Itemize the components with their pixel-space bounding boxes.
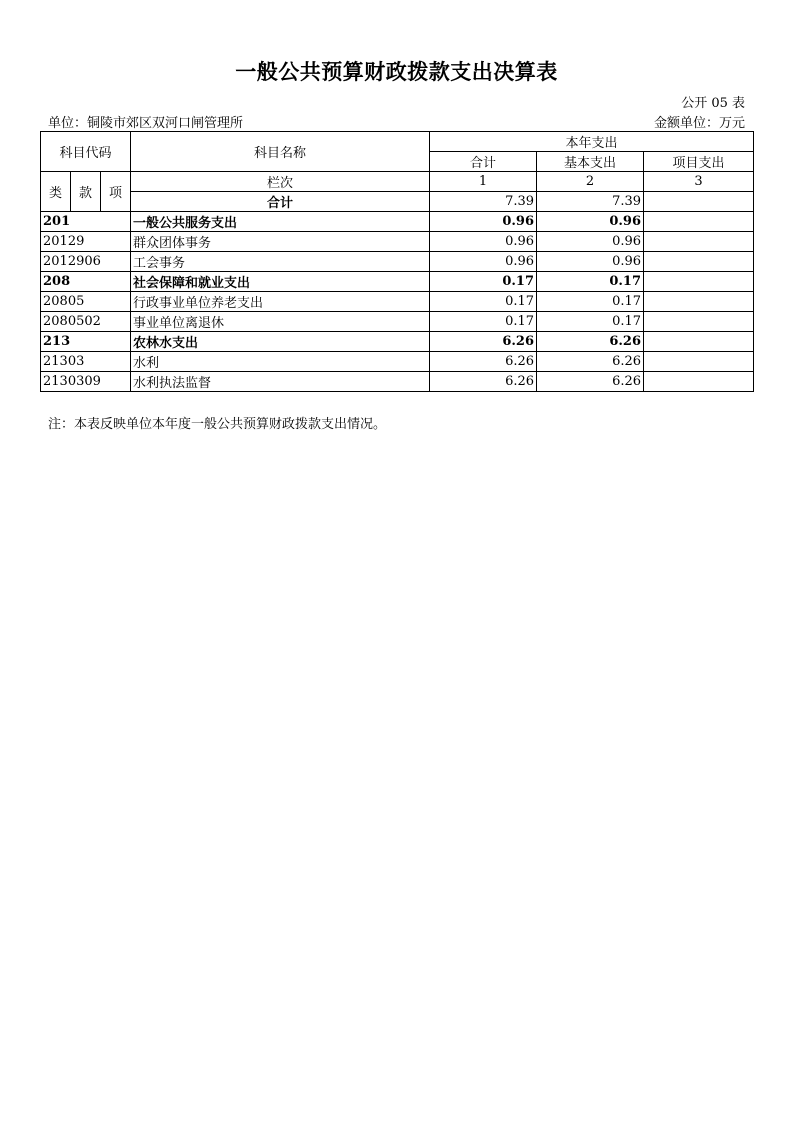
table-row — [41, 252, 754, 272]
table-row — [41, 352, 754, 372]
total-cell: 0.17 — [430, 312, 537, 332]
basic-cell: 0.96 — [537, 212, 644, 232]
subject-name-cell: 社会保障和就业支出 — [131, 272, 430, 292]
total-row — [41, 192, 754, 212]
subject-code-cell: 20129 — [41, 232, 131, 252]
subject-code-cell: 201 — [41, 212, 131, 232]
header-row-3 — [41, 172, 754, 192]
total-cell: 6.26 — [430, 372, 537, 392]
table-row — [41, 332, 754, 352]
basic-cell: 0.17 — [537, 272, 644, 292]
total-cell: 0.96 — [430, 232, 537, 252]
table-row — [41, 372, 754, 392]
header-col1: 1 — [430, 172, 537, 192]
subject-name-cell: 群众团体事务 — [131, 232, 430, 252]
project-cell — [644, 332, 754, 352]
total-cell: 0.96 — [430, 212, 537, 232]
subject-code-cell: 208 — [41, 272, 131, 292]
project-cell — [644, 272, 754, 292]
subject-code-cell: 213 — [41, 332, 131, 352]
header-total: 合计 — [430, 152, 537, 172]
basic-cell: 6.26 — [537, 352, 644, 372]
header-kuan: 款 — [71, 172, 101, 212]
project-cell — [644, 212, 754, 232]
unit-label: 单位：铜陵市郊区双河口闸管理所 — [48, 116, 244, 131]
project-cell — [644, 352, 754, 372]
expenditure-table — [40, 131, 754, 392]
basic-cell: 0.96 — [537, 232, 644, 252]
total-row-project — [644, 192, 754, 212]
header-column-no: 栏次 — [131, 172, 430, 192]
subject-name-cell: 水利 — [131, 352, 430, 372]
subject-name-cell: 行政事业单位养老支出 — [131, 292, 430, 312]
subject-code-cell: 2012906 — [41, 252, 131, 272]
table-row — [41, 212, 754, 232]
subject-name-cell: 水利执法监督 — [131, 372, 430, 392]
total-row-basic: 7.39 — [537, 192, 644, 212]
subject-name-cell: 工会事务 — [131, 252, 430, 272]
table-row — [41, 292, 754, 312]
subject-code-cell: 21303 — [41, 352, 131, 372]
project-cell — [644, 312, 754, 332]
project-cell — [644, 372, 754, 392]
basic-cell: 6.26 — [537, 372, 644, 392]
total-label: 合计 — [131, 192, 430, 212]
total-cell: 0.96 — [430, 252, 537, 272]
currency-label: 金额单位：万元 — [653, 116, 745, 131]
header-col2: 2 — [537, 172, 644, 192]
total-cell: 6.26 — [430, 332, 537, 352]
table-row — [41, 272, 754, 292]
subject-code-cell: 20805 — [41, 292, 131, 312]
header-xiang: 项 — [101, 172, 131, 212]
basic-cell: 0.17 — [537, 292, 644, 312]
header-project: 项目支出 — [644, 152, 754, 172]
header-subject-code: 科目代码 — [41, 132, 131, 172]
total-cell: 0.17 — [430, 272, 537, 292]
basic-cell: 6.26 — [537, 332, 644, 352]
basic-cell: 0.96 — [537, 252, 644, 272]
subject-name-cell: 农林水支出 — [131, 332, 430, 352]
subject-name-cell: 一般公共服务支出 — [131, 212, 430, 232]
project-cell — [644, 252, 754, 272]
project-cell — [644, 292, 754, 312]
page-title: 一般公共预算财政拨款支出决算表 — [235, 60, 558, 84]
project-cell — [644, 232, 754, 252]
header-basic: 基本支出 — [537, 152, 644, 172]
header-year-expense: 本年支出 — [430, 132, 754, 152]
header-lei: 类 — [41, 172, 71, 212]
header-col3: 3 — [644, 172, 754, 192]
table-row — [41, 312, 754, 332]
total-cell: 0.17 — [430, 292, 537, 312]
total-cell: 6.26 — [430, 352, 537, 372]
total-row-total: 7.39 — [430, 192, 537, 212]
subject-code-cell: 2080502 — [41, 312, 131, 332]
header-subject-name: 科目名称 — [131, 132, 430, 172]
header-row-1 — [41, 132, 754, 152]
basic-cell: 0.17 — [537, 312, 644, 332]
subject-code-cell: 2130309 — [41, 372, 131, 392]
table-note: 注：本表反映单位本年度一般公共预算财政拨款支出情况。 — [48, 417, 387, 432]
subject-name-cell: 事业单位离退休 — [131, 312, 430, 332]
form-number: 公开 05 表 — [681, 96, 745, 111]
table-row — [41, 232, 754, 252]
